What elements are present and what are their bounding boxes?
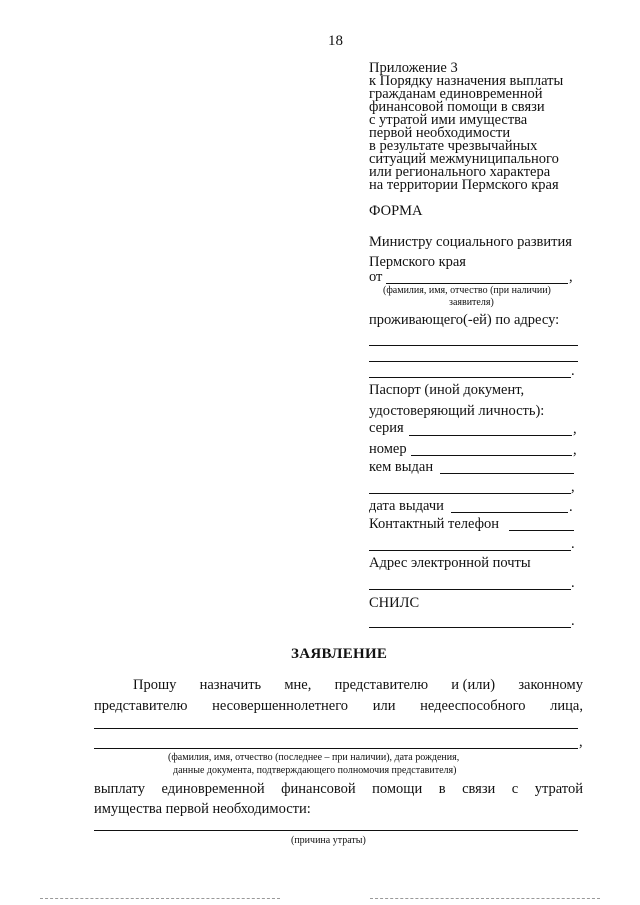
address-field-3[interactable] bbox=[369, 377, 571, 378]
email-label: Адрес электронной почты bbox=[369, 555, 531, 571]
addressee-line-2: Пермского края bbox=[369, 254, 466, 270]
statement-word: или bbox=[372, 698, 396, 714]
passport-line-2: удостоверяющий личность): bbox=[369, 403, 545, 419]
issued-by-label: кем выдан bbox=[369, 459, 434, 475]
comma: , bbox=[573, 421, 577, 437]
address-field-2[interactable] bbox=[369, 361, 578, 362]
series-field[interactable] bbox=[409, 435, 572, 436]
statement-word: связи bbox=[462, 781, 496, 797]
passport-line-1: Паспорт (иной документ, bbox=[369, 382, 525, 398]
representative-field-2[interactable] bbox=[94, 748, 578, 749]
statement-word: финансовой bbox=[281, 781, 356, 797]
scan-edge bbox=[370, 898, 600, 899]
statement-word: мне, bbox=[284, 677, 312, 693]
number-field[interactable] bbox=[411, 455, 572, 456]
statement-word: Прошу bbox=[133, 677, 177, 693]
dot: . bbox=[571, 363, 575, 379]
snils-label: СНИЛС bbox=[369, 595, 420, 611]
comma: , bbox=[573, 442, 577, 458]
statement-word: с bbox=[511, 781, 519, 797]
dot: . bbox=[569, 499, 573, 515]
email-field[interactable] bbox=[369, 589, 571, 590]
series-label: серия bbox=[369, 420, 404, 436]
statement-word: в bbox=[438, 781, 446, 797]
applicant-hint-1: (фамилия, имя, отчество (при наличии) bbox=[383, 285, 551, 296]
statement-word: представителю bbox=[94, 698, 188, 714]
statement-title: ЗАЯВЛЕНИЕ bbox=[291, 646, 388, 662]
statement-word: лица, bbox=[550, 698, 583, 714]
comma: , bbox=[569, 269, 573, 285]
loss-reason-hint: (причина утраты) bbox=[291, 835, 366, 846]
statement-word: и (или) bbox=[451, 677, 496, 693]
address-field-1[interactable] bbox=[369, 345, 578, 346]
appendix-line: финансовой помощи в связи bbox=[369, 99, 545, 115]
residing-label: проживающего(-ей) по адресу: bbox=[369, 312, 560, 328]
statement-word: недееспособного bbox=[420, 698, 526, 714]
addressee-line-1: Министру социального развития bbox=[369, 234, 572, 250]
appendix-line: гражданам единовременной bbox=[369, 86, 543, 102]
scan-edge bbox=[40, 898, 280, 899]
statement-word: единовременной bbox=[161, 781, 265, 797]
page-number: 18 bbox=[328, 33, 343, 49]
applicant-name-field[interactable] bbox=[386, 283, 568, 284]
statement-word: выплату bbox=[94, 781, 146, 797]
statement-word: утратой bbox=[534, 781, 583, 797]
number-label: номер bbox=[369, 441, 407, 457]
dot: . bbox=[571, 536, 575, 552]
issued-by-field-2[interactable] bbox=[369, 493, 571, 494]
representative-hint-1: (фамилия, имя, отчество (последнее – при наличии), дата рождения, bbox=[168, 752, 460, 763]
loss-reason-field[interactable] bbox=[94, 830, 578, 831]
phone-label: Контактный телефон bbox=[369, 516, 500, 532]
statement-word: помощи bbox=[372, 781, 423, 797]
phone-field-2[interactable] bbox=[369, 550, 571, 551]
form-label: ФОРМА bbox=[369, 203, 423, 219]
statement-word: несовершеннолетнего bbox=[212, 698, 349, 714]
statement-line-1 bbox=[133, 676, 583, 694]
from-label: от bbox=[369, 269, 383, 285]
appendix-line: ситуаций межмуниципального bbox=[369, 151, 559, 167]
representative-hint-2: данные документа, подтверждающего полномочия представителя) bbox=[173, 765, 457, 776]
issue-date-field[interactable] bbox=[451, 512, 568, 513]
comma: , bbox=[571, 479, 575, 495]
applicant-hint-2: заявителя) bbox=[449, 297, 494, 308]
appendix-line: с утратой ими имущества bbox=[369, 112, 528, 128]
appendix-line: к Порядку назначения выплаты bbox=[369, 73, 564, 89]
statement-line-3 bbox=[94, 780, 583, 798]
comma: , bbox=[579, 734, 583, 750]
phone-field[interactable] bbox=[509, 530, 574, 531]
statement-line-2 bbox=[94, 697, 583, 715]
appendix-line: в результате чрезвычайных bbox=[369, 138, 538, 154]
statement-line-4: имущества первой необходимости: bbox=[94, 801, 311, 817]
appendix-line: Приложение 3 bbox=[369, 60, 458, 76]
appendix-line: на территории Пермского края bbox=[369, 177, 559, 193]
representative-field-1[interactable] bbox=[94, 728, 578, 729]
appendix-line: или регионального характера bbox=[369, 164, 551, 180]
statement-word: назначить bbox=[199, 677, 262, 693]
issued-by-field[interactable] bbox=[440, 473, 574, 474]
dot: . bbox=[571, 613, 575, 629]
issue-date-label: дата выдачи bbox=[369, 498, 444, 514]
statement-word: представителю bbox=[334, 677, 429, 693]
snils-field[interactable] bbox=[369, 627, 571, 628]
statement-word: законному bbox=[518, 677, 583, 693]
appendix-line: первой необходимости bbox=[369, 125, 511, 141]
dot: . bbox=[571, 575, 575, 591]
